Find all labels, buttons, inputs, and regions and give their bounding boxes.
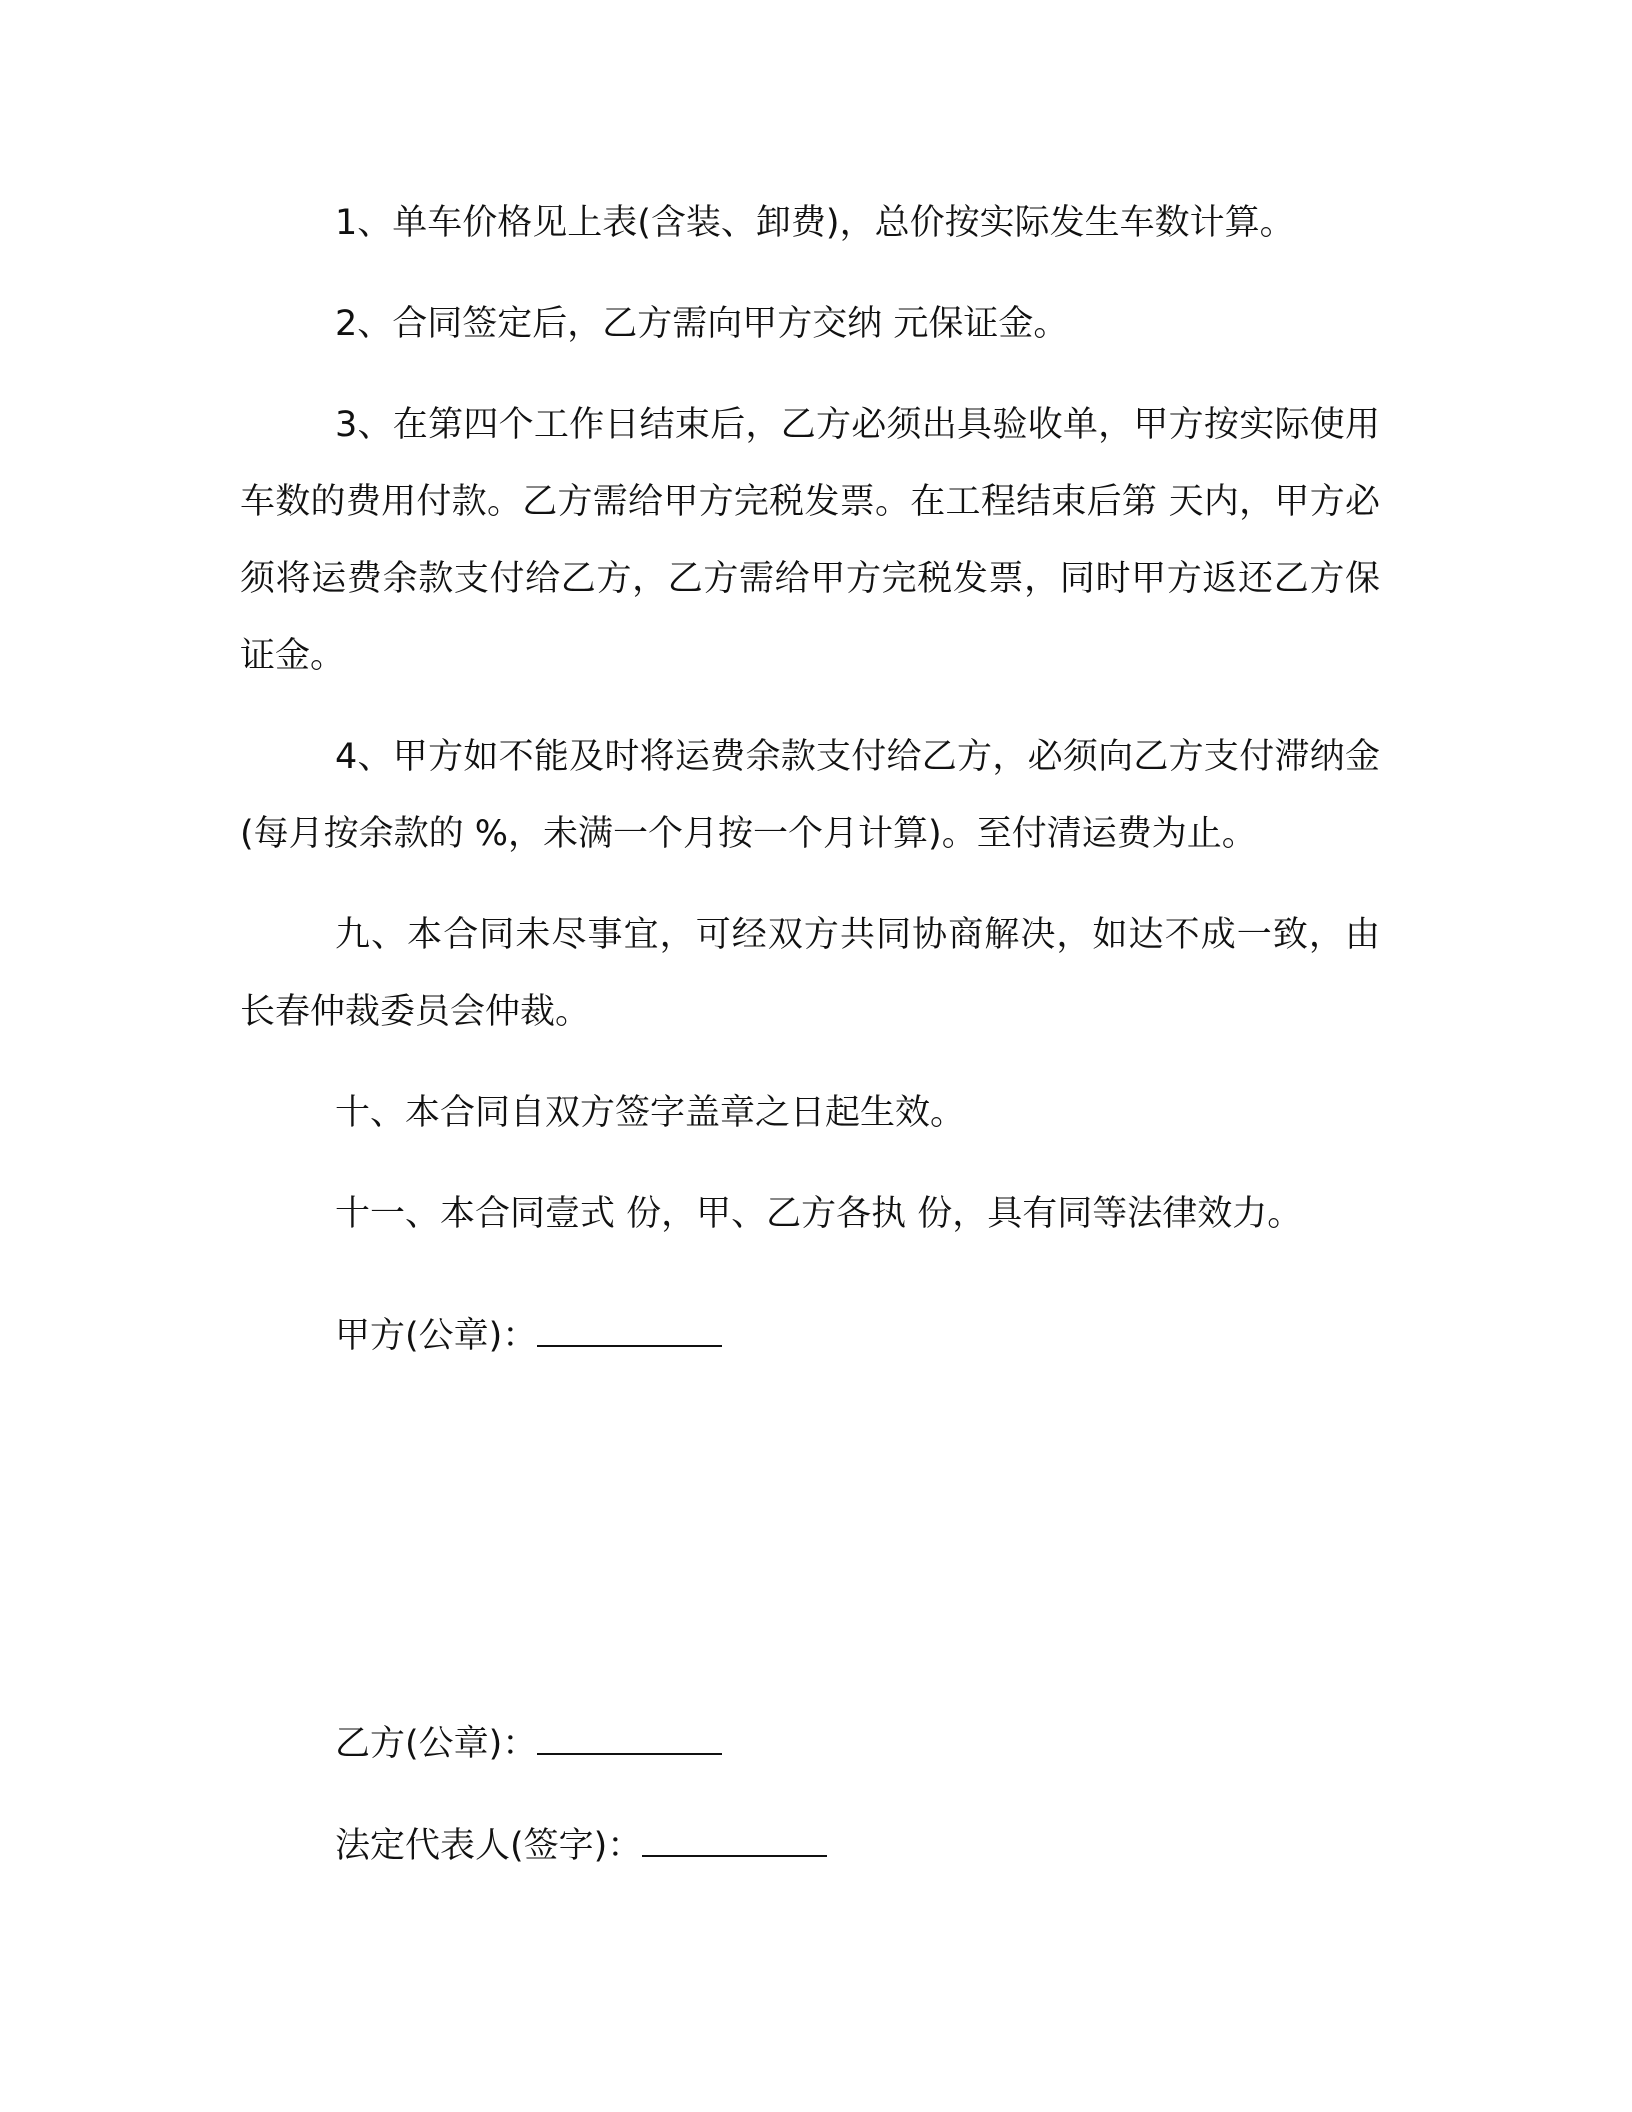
party-b-label: 乙方(公章)： [335, 1724, 538, 1764]
document-body [240, 185, 1380, 1253]
party-a-blank[interactable] [537, 1315, 722, 1347]
party-a-label: 甲方(公章)： [335, 1316, 538, 1356]
legal-rep-label: 法定代表人(签字)： [335, 1826, 643, 1866]
clause-10: 十、本合同自双方签字盖章之日起生效。 [335, 1093, 966, 1133]
legal-rep-blank[interactable] [642, 1825, 827, 1857]
clause-11: 十一、本合同壹式 份，甲、乙方各执 份，具有同等法律效力。 [335, 1194, 1303, 1234]
clause-2: 2、合同签定后，乙方需向甲方交纳 元保证金。 [335, 304, 1069, 344]
party-a-signature-line [240, 1298, 722, 1375]
clause-9: 九、本合同未尽事宜，可经双方共同协商解决，如达不成一致，由长春仲裁委员会仲裁。 [240, 915, 1380, 1032]
legal-rep-signature-line [240, 1808, 827, 1885]
party-b-signature-line [240, 1706, 722, 1783]
clause-1: 1、单车价格见上表(含装、卸费)，总价按实际发生车数计算。 [335, 203, 1295, 243]
party-b-blank[interactable] [537, 1723, 722, 1755]
clause-3: 3、在第四个工作日结束后，乙方必须出具验收单，甲方按实际使用车数的费用付款。乙方需给甲方完税发票。在工程结束后第 天内，甲方必须将运费余款支付给乙方，乙方需给甲方完税发票，同时甲方返还乙方保证金。 [240, 405, 1380, 676]
clause-4: 4、甲方如不能及时将运费余款支付给乙方，必须向乙方支付滞纳金(每月按余款的 %，未满一个月按一个月计算)。至付清运费为止。 [240, 737, 1380, 854]
